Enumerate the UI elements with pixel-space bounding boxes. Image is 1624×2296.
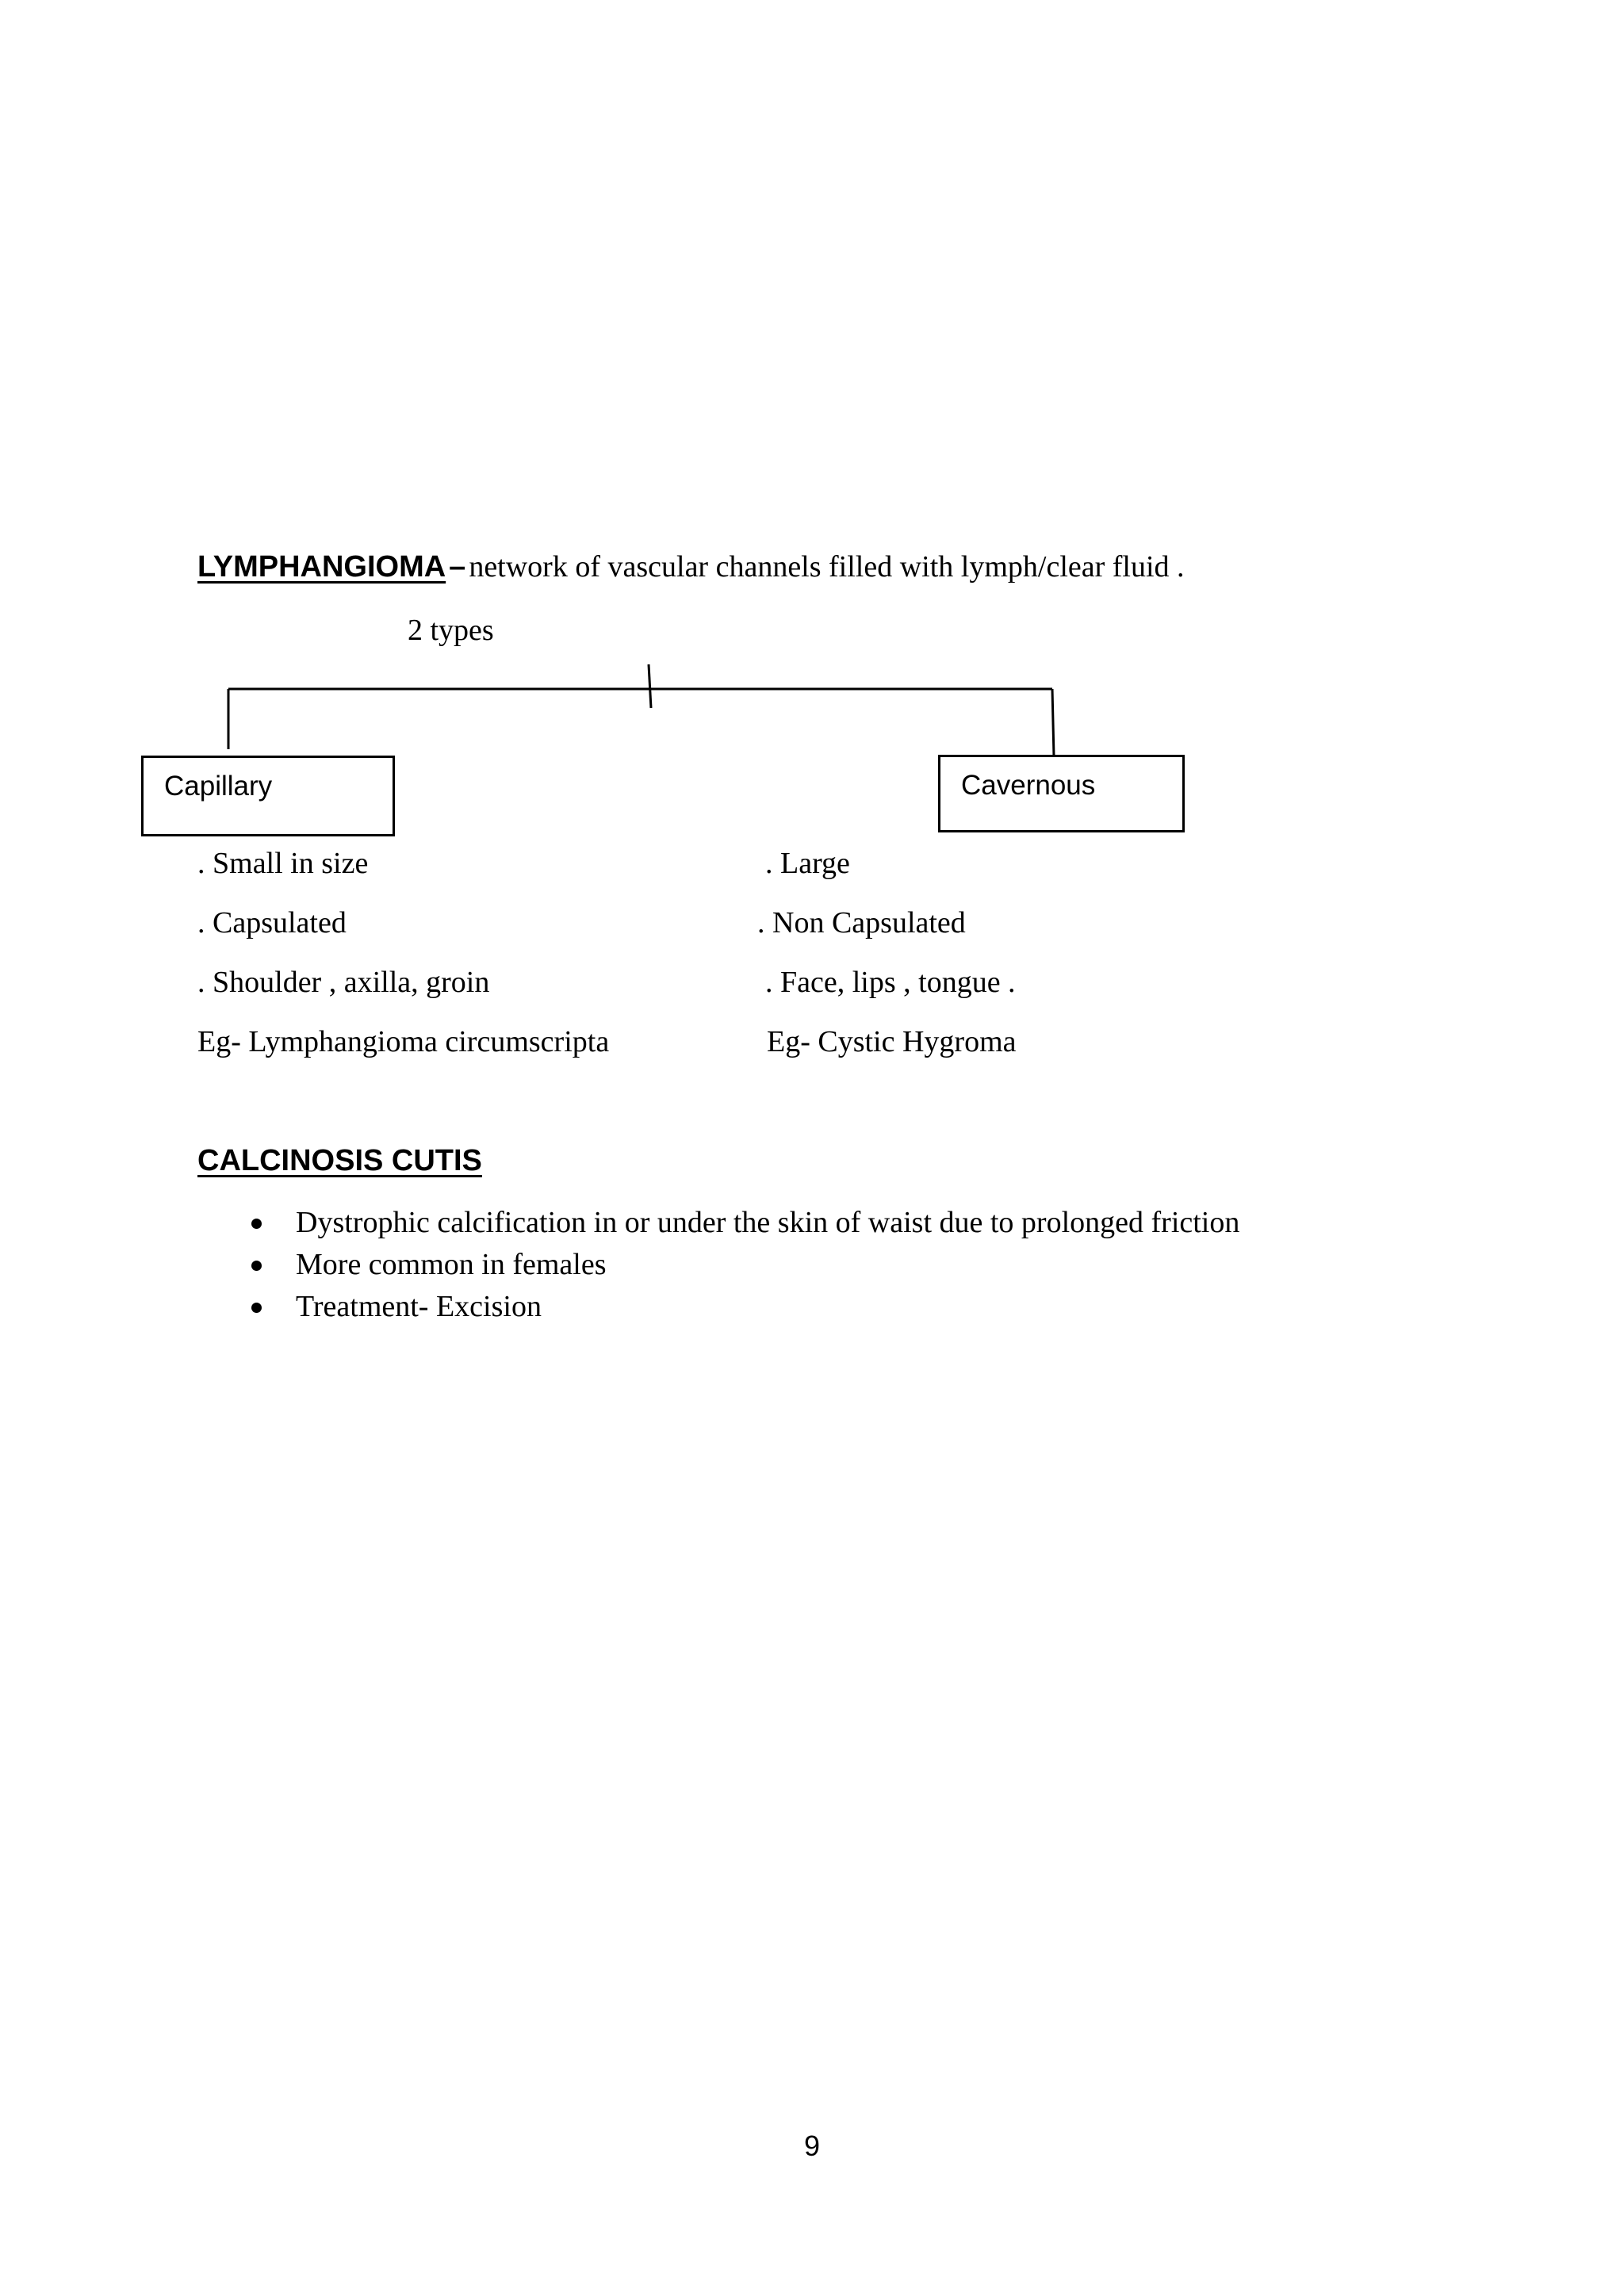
cavernous-feature-example: Eg- Cystic Hygroma bbox=[767, 1025, 1017, 1058]
bullet-icon bbox=[251, 1303, 262, 1313]
lymphangioma-heading: LYMPHANGIOMA bbox=[197, 550, 446, 584]
bullet-text: More common in females bbox=[296, 1248, 607, 1281]
capillary-feature-capsule: . Capsulated bbox=[197, 906, 347, 939]
heading-dash: – bbox=[449, 550, 466, 584]
tree-stem bbox=[649, 664, 651, 708]
cavernous-feature-capsule: . Non Capsulated bbox=[757, 906, 966, 939]
capillary-box bbox=[141, 756, 395, 836]
bullet-text: Treatment- Excision bbox=[296, 1290, 542, 1323]
cavernous-box bbox=[938, 755, 1185, 832]
lymphangioma-definition: network of vascular channels filled with lymph/clear fluid . bbox=[469, 550, 1185, 584]
cavernous-box-label: Cavernous bbox=[961, 770, 1096, 801]
classification-tree-connector bbox=[0, 0, 1624, 872]
bullet-icon bbox=[251, 1219, 262, 1229]
cavernous-feature-size: . Large bbox=[765, 847, 850, 880]
bullet-text: Dystrophic calcification in or under the skin of waist due to prolonged friction bbox=[296, 1206, 1240, 1239]
calcinosis-heading: CALCINOSIS CUTIS bbox=[197, 1144, 482, 1177]
capillary-feature-example: Eg- Lymphangioma circumscripta bbox=[197, 1025, 610, 1058]
bullet-icon bbox=[251, 1261, 262, 1271]
capillary-feature-site: . Shoulder , axilla, groin bbox=[197, 966, 490, 999]
capillary-box-label: Capillary bbox=[164, 771, 273, 802]
types-label: 2 types bbox=[408, 614, 494, 647]
calcinosis-heading-line bbox=[197, 1144, 482, 1178]
cavernous-feature-site: . Face, lips , tongue . bbox=[765, 966, 1016, 999]
page-number: 9 bbox=[804, 2130, 821, 2162]
capillary-feature-size: . Small in size bbox=[197, 847, 369, 880]
tree-right-branch bbox=[1052, 689, 1054, 756]
